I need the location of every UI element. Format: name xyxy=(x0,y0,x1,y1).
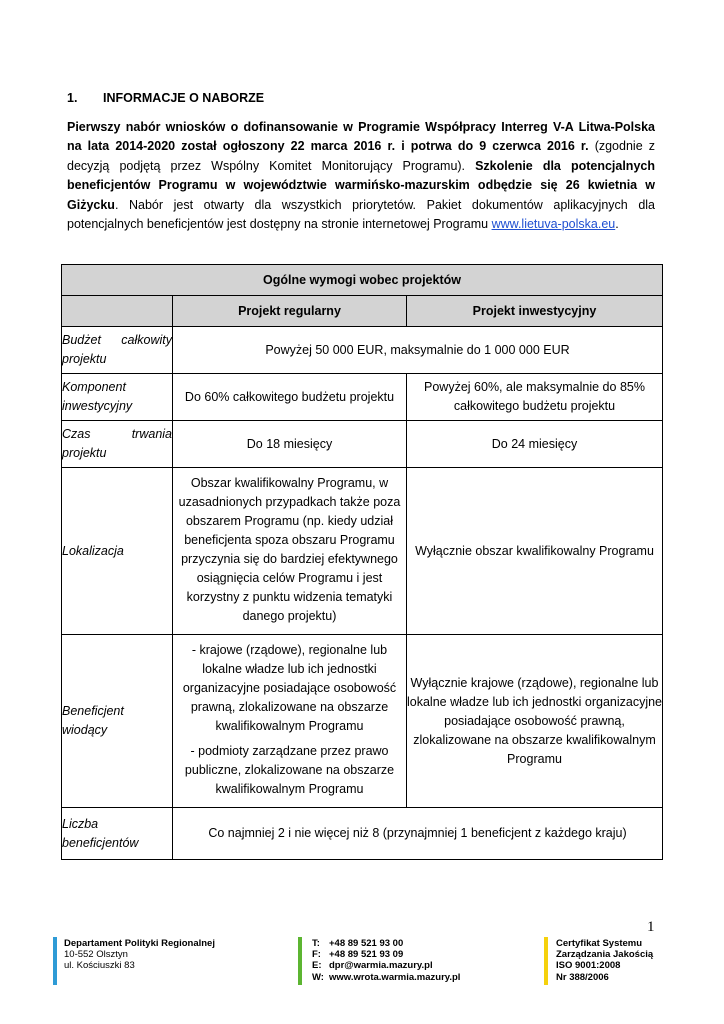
komponent-regular: Do 60% całkowitego budżetu projektu xyxy=(173,374,407,421)
czas-investment: Do 24 miesięcy xyxy=(407,421,663,468)
budget-value: Powyżej 50 000 EUR, maksymalnie do 1 000 000 EUR xyxy=(173,327,663,374)
section-heading xyxy=(67,91,264,105)
row-label-lokalizacja: Lokalizacja xyxy=(62,468,173,635)
intro-text-2: . Nabór jest otwarty dla wszystkich priorytetów. Pakiet dokumentów aplikacyjnych dla potencjalnych beneficjentów jest dostępny na stronie internetowej Programu xyxy=(67,197,655,232)
table-title: Ogólne wymogi wobec projektów xyxy=(62,265,663,296)
footer-certificate: Certyfikat Systemu Zarządzania Jakością ISO 9001:2008 Nr 388/2006 xyxy=(556,938,654,983)
footer-email[interactable]: dpr@warmia.mazury.pl xyxy=(329,960,433,972)
row-label-liczba: Liczba beneficjentów xyxy=(62,808,173,860)
lokalizacja-regular: Obszar kwalifikowalny Programu, w uzasadnionych przypadkach także poza obszarem Programu (np. kiedy udział beneficjenta spoza obszaru Programu przyczynia się do bardziej efektywnego osiągnięcia celów Programu i jest korzystny z punktu widzenia tematyki danego projektu) xyxy=(173,468,407,635)
table-row xyxy=(62,421,663,468)
table-row xyxy=(62,468,663,635)
row-label-czas: Czas trwania projektu xyxy=(62,421,173,468)
footer-contact: T: +48 89 521 93 00 F: +48 89 521 93 09 E: dpr@warmia.mazury.pl W: www.wrota.warmia.mazury.pl xyxy=(312,938,461,983)
lokalizacja-investment: Wyłącznie obszar kwalifikowalny Programu xyxy=(407,468,663,635)
table-row xyxy=(62,808,663,860)
intro-paragraph xyxy=(67,118,655,234)
section-number: 1. xyxy=(67,91,78,105)
table-row xyxy=(62,374,663,421)
liczba-value: Co najmniej 2 i nie więcej niż 8 (przynajmniej 1 beneficjent z każdego kraju) xyxy=(173,808,663,860)
footer-bar-green xyxy=(298,937,302,985)
requirements-table xyxy=(61,264,663,860)
footer-bar-yellow xyxy=(544,937,548,985)
footer-phone: +48 89 521 93 00 xyxy=(329,938,404,949)
beneficjent-investment: Wyłącznie krajowe (rządowe), regionalne lub lokalne władze lub ich jednostki organizacyjne posiadające osobowość prawną, zlokalizowane na obszarze kwalifikowalnym Programu xyxy=(407,635,663,808)
footer-website[interactable]: www.wrota.warmia.mazury.pl xyxy=(329,971,461,983)
column-header-regular: Projekt regularny xyxy=(173,296,407,327)
page-footer xyxy=(0,937,724,987)
beneficjent-regular: - krajowe (rządowe), regionalne lub lokalne władze lub ich jednostki organizacyjne posiadające osobowość prawną, zlokalizowane na obszarze kwalifikowalnym Programu - podmioty zarządzane przez prawo publiczne, zlokalizowane na obszarze kwalifikowalnym Programu xyxy=(173,635,407,808)
row-label-beneficjent: Beneficjent wiodący xyxy=(62,635,173,808)
intro-bold-1: Pierwszy nabór wniosków o dofinansowanie w Programie Współpracy Interreg V-A Litwa-Polska na lata 2014-2020 został ogłoszony 22 marca 2016 r. i potrwa do 9 czerwca 2016 r. xyxy=(67,120,655,154)
intro-text-1: (zgodnie z decyzją podjętą przez Wspólny Komitet Monitorujący Programu). xyxy=(67,139,655,173)
row-label-budget: Budżet całkowity projektu xyxy=(62,327,173,374)
komponent-investment: Powyżej 60%, ale maksymalnie do 85% całkowitego budżetu projektu xyxy=(407,374,663,421)
program-website-link[interactable]: www.lietuva-polska.eu xyxy=(491,217,616,232)
footer-address: Departament Polityki Regionalnej 10-552 Olsztyn ul. Kościuszki 83 xyxy=(64,938,215,972)
czas-regular: Do 18 miesięcy xyxy=(173,421,407,468)
footer-bar-blue xyxy=(53,937,57,985)
intro-bold-2: Szkolenie dla potencjalnych beneficjentów Programu w województwie warmińsko-mazurskim odbędzie się 26 kwietnia w Giżycku xyxy=(67,158,655,212)
page-number: 1 xyxy=(647,919,655,935)
table-row xyxy=(62,327,663,374)
column-header-investment: Projekt inwestycyjny xyxy=(407,296,663,327)
intro-end: . xyxy=(615,217,619,232)
row-label-komponent: Komponent inwestycyjny xyxy=(62,374,173,421)
footer-fax: +48 89 521 93 09 xyxy=(329,949,404,961)
table-row xyxy=(62,635,663,808)
section-title: INFORMACJE O NABORZE xyxy=(103,91,265,105)
table-corner-cell xyxy=(62,296,173,327)
